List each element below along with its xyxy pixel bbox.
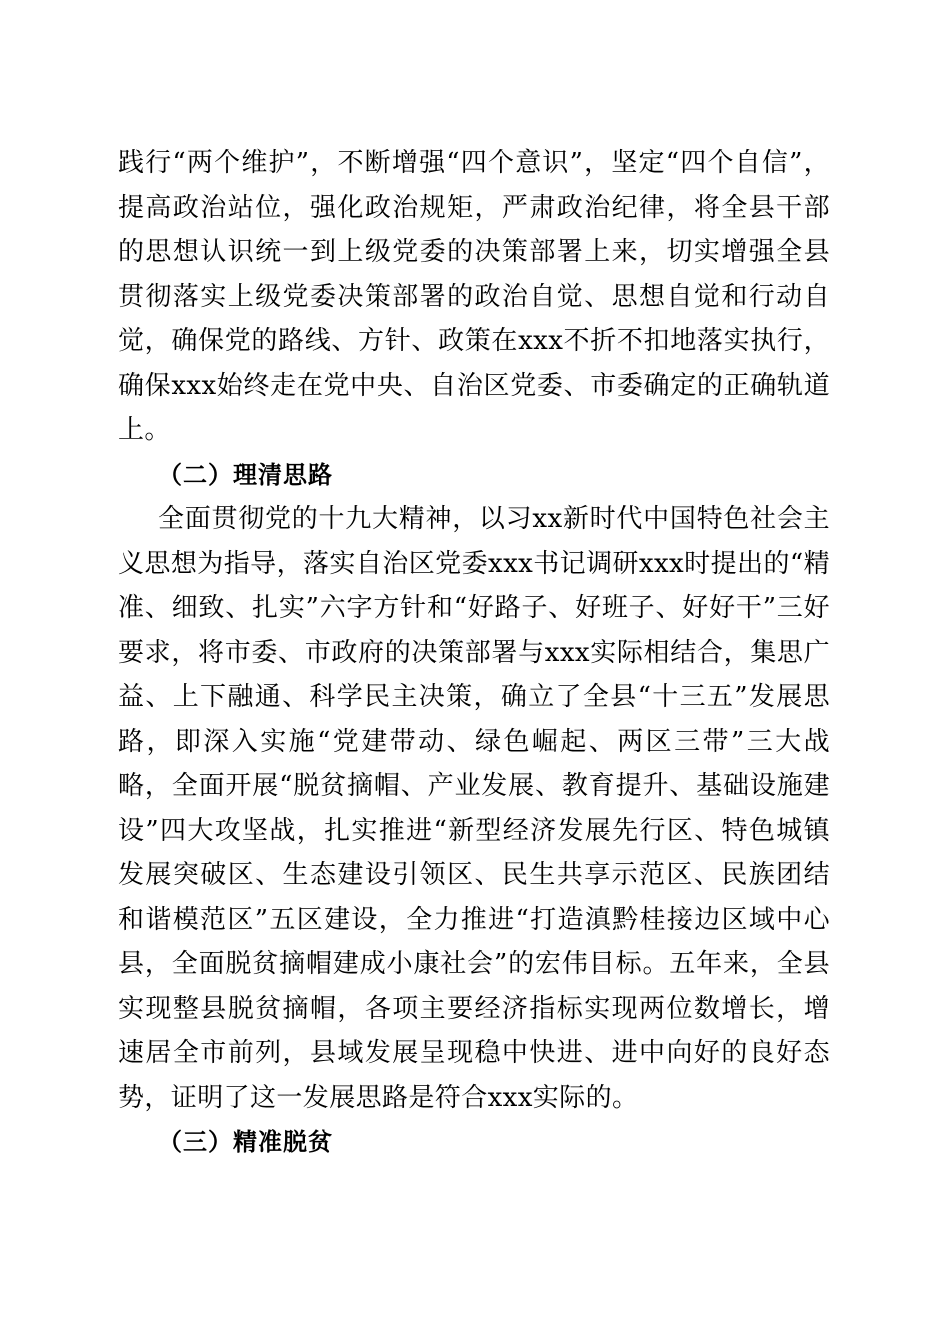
section-heading-precise-poverty-alleviation: （三）精准脱贫 [158,1127,333,1156]
body-paragraph-development-thinking: 全面贯彻党的十九大精神，以习xx新时代中国特色社会主义思想为指导，落实自治区党委xxx书记调研xxx时提出的“精准、细致、扎实”六字方针和“好路子、好班子、好好干”三好要求，将市委、市政府的决策部署与xxx实际相结合，集思广益、上下融通、科学民主决策，确立了全县“十三五”发展思路，即深入实施“党建带动、绿色崛起、两区三带”三大战略，全面开展“脱贫摘帽、产业发展、教育提升、基础设施建设”四大攻坚战，扎实推进“新型经济发展先行区、特色城镇发展突破区、生态建设引领区、民生共享示范区、民族团结和谐模范区”五区建设，全力推进“打造滇黔桂接边区域中心县，全面脱贫摘帽建成小康社会”的宏伟目标。五年来，全县实现整县脱贫摘帽，各项主要经济指标实现两位数增长，增速居全市前列，县域发展呈现稳中快进、进中向好的良好态势，证明了这一发展思路是符合xxx实际的。 [118,504,830,1113]
section-heading-clarify-thinking: （二）理清思路 [158,459,333,489]
document-page [118,141,830,1321]
body-paragraph-continuation: 践行“两个维护”，不断增强“四个意识”，坚定“四个自信”，提高政治站位，强化政治规矩，严肃政治纪律，将全县干部的思想认识统一到上级党委的决策部署上来，切实增强全县贯彻落实上级党委决策部署的政治自觉、思想自觉和行动自觉，确保党的路线、方针、政策在xxx不折不扣地落实执行，确保xxx始终走在党中央、自治区党委、市委确定的正确轨道上。 [118,148,830,445]
